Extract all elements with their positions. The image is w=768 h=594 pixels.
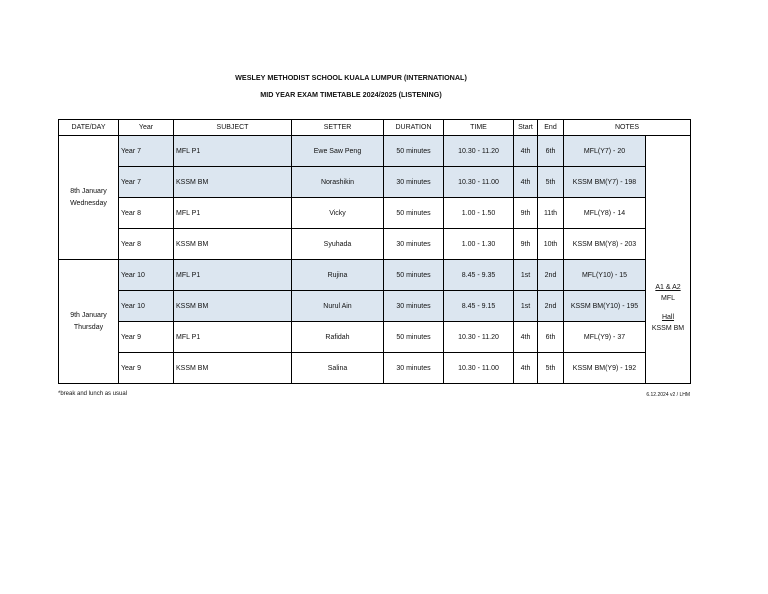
table-row: [59, 229, 691, 260]
col-header-setter: SETTER: [292, 120, 384, 136]
subject-cell: MFL P1: [174, 198, 292, 229]
duration-cell: 30 minutes: [384, 353, 444, 384]
duration-cell: 30 minutes: [384, 167, 444, 198]
subject-cell: KSSM BM: [174, 353, 292, 384]
subject-cell: KSSM BM: [174, 229, 292, 260]
start-cell: 4th: [514, 353, 538, 384]
duration-cell: 50 minutes: [384, 322, 444, 353]
duration-cell: 30 minutes: [384, 229, 444, 260]
year-cell: Year 9: [119, 322, 174, 353]
year-cell: Year 7: [119, 136, 174, 167]
subject-cell: MFL P1: [174, 322, 292, 353]
end-cell: 6th: [538, 136, 564, 167]
notes-cell: KSSM BM(Y7) - 198: [564, 167, 646, 198]
table-header-row: [59, 120, 691, 136]
venue-note-cell: [646, 136, 691, 384]
year-cell: Year 7: [119, 167, 174, 198]
col-header-start: Start: [514, 120, 538, 136]
setter-cell: Rujina: [292, 260, 384, 291]
table-row: [59, 291, 691, 322]
setter-cell: Rafidah: [292, 322, 384, 353]
table-row: [59, 167, 691, 198]
end-cell: 6th: [538, 322, 564, 353]
start-cell: 9th: [514, 229, 538, 260]
exam-timetable: [58, 119, 691, 384]
col-header-year: Year: [119, 120, 174, 136]
version-stamp: 6.12.2024 v2 / LHM: [646, 392, 690, 398]
col-header-subject: SUBJECT: [174, 120, 292, 136]
col-header-notes: NOTES: [564, 120, 691, 136]
footnote: *break and lunch as usual: [58, 391, 128, 397]
table-row: [59, 353, 691, 384]
col-header-date: DATE/DAY: [59, 120, 119, 136]
start-cell: 1st: [514, 291, 538, 322]
year-cell: Year 9: [119, 353, 174, 384]
venue-hall: Hall: [661, 314, 675, 321]
duration-cell: 50 minutes: [384, 260, 444, 291]
time-cell: 8.45 - 9.35: [444, 260, 514, 291]
setter-cell: Salina: [292, 353, 384, 384]
start-cell: 4th: [514, 136, 538, 167]
start-cell: 4th: [514, 322, 538, 353]
year-cell: Year 8: [119, 229, 174, 260]
year-cell: Year 10: [119, 291, 174, 322]
time-cell: 10.30 - 11.00: [444, 167, 514, 198]
notes-cell: MFL(Y9) - 37: [564, 322, 646, 353]
notes-cell: KSSM BM(Y8) - 203: [564, 229, 646, 260]
table-row: [59, 322, 691, 353]
end-cell: 11th: [538, 198, 564, 229]
setter-cell: Syuhada: [292, 229, 384, 260]
notes-cell: MFL(Y8) - 14: [564, 198, 646, 229]
subject-cell: MFL P1: [174, 136, 292, 167]
end-cell: 2nd: [538, 260, 564, 291]
table-row: [59, 198, 691, 229]
col-header-time: TIME: [444, 120, 514, 136]
setter-cell: Nurul Ain: [292, 291, 384, 322]
end-cell: 5th: [538, 167, 564, 198]
setter-cell: Norashikin: [292, 167, 384, 198]
notes-cell: KSSM BM(Y10) - 195: [564, 291, 646, 322]
table-row: [59, 136, 691, 167]
start-cell: 9th: [514, 198, 538, 229]
venue-room-subject: MFL: [661, 295, 675, 302]
notes-cell: KSSM BM(Y9) - 192: [564, 353, 646, 384]
end-cell: 10th: [538, 229, 564, 260]
year-cell: Year 8: [119, 198, 174, 229]
time-cell: 1.00 - 1.50: [444, 198, 514, 229]
time-cell: 10.30 - 11.00: [444, 353, 514, 384]
time-cell: 10.30 - 11.20: [444, 136, 514, 167]
date-cell: 8th January Wednesday: [59, 136, 119, 260]
start-cell: 1st: [514, 260, 538, 291]
duration-cell: 50 minutes: [384, 198, 444, 229]
notes-cell: MFL(Y7) - 20: [564, 136, 646, 167]
start-cell: 4th: [514, 167, 538, 198]
duration-cell: 30 minutes: [384, 291, 444, 322]
col-header-end: End: [538, 120, 564, 136]
setter-cell: Ewe Saw Peng: [292, 136, 384, 167]
col-header-duration: DURATION: [384, 120, 444, 136]
end-cell: 2nd: [538, 291, 564, 322]
time-cell: 8.45 - 9.15: [444, 291, 514, 322]
date-cell: 9th January Thursday: [59, 260, 119, 384]
table-row: [59, 260, 691, 291]
notes-cell: MFL(Y10) - 15: [564, 260, 646, 291]
year-cell: Year 10: [119, 260, 174, 291]
venue-room: A1 & A2: [655, 284, 681, 291]
time-cell: 1.00 - 1.30: [444, 229, 514, 260]
setter-cell: Vicky: [292, 198, 384, 229]
subject-cell: KSSM BM: [174, 167, 292, 198]
timetable-subtitle: MID YEAR EXAM TIMETABLE 2024/2025 (LISTENING): [260, 90, 442, 99]
end-cell: 5th: [538, 353, 564, 384]
time-cell: 10.30 - 11.20: [444, 322, 514, 353]
duration-cell: 50 minutes: [384, 136, 444, 167]
subject-cell: MFL P1: [174, 260, 292, 291]
school-title: WESLEY METHODIST SCHOOL KUALA LUMPUR (INTERNATIONAL): [235, 73, 467, 82]
venue-hall-subject: KSSM BM: [651, 325, 685, 332]
subject-cell: KSSM BM: [174, 291, 292, 322]
